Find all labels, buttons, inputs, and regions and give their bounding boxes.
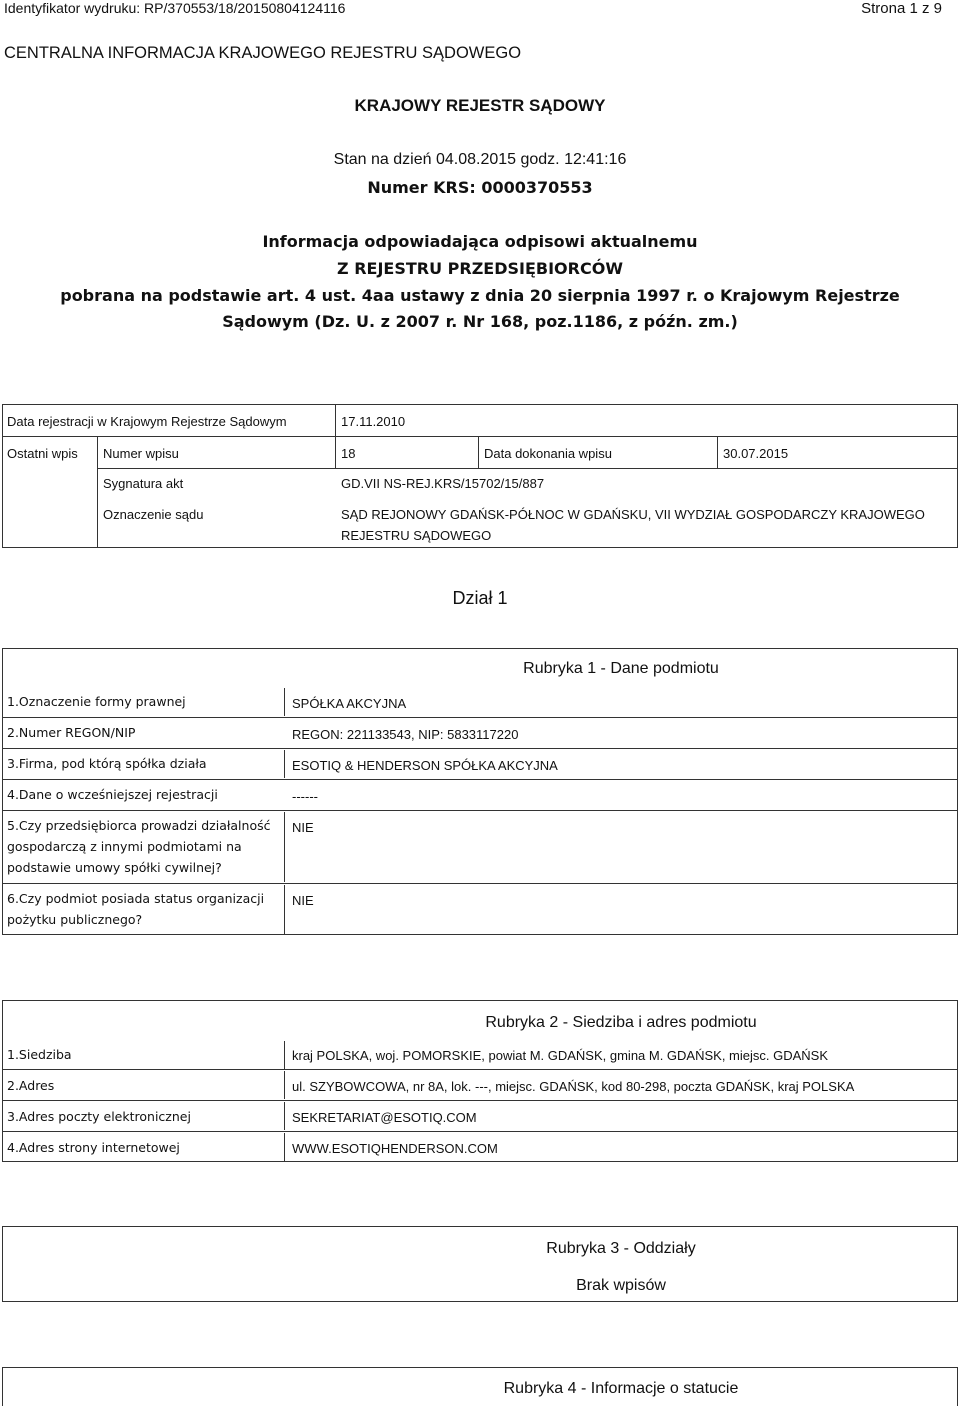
- r2-website-value[interactable]: WWW.ESOTIQHENDERSON.COM: [292, 1141, 498, 1156]
- rubryka-1-title: Rubryka 1 - Dane podmiotu: [523, 660, 719, 677]
- rubryka-2-title: Rubryka 2 - Siedziba i adres podmiotu: [485, 1014, 757, 1031]
- r2-seat-label: 1.Siedziba: [7, 1047, 72, 1062]
- r1-regon-label: 2.Numer REGON/NIP: [7, 725, 136, 740]
- register-title: KRAJOWY REJESTR SĄDOWY: [354, 96, 606, 115]
- page-number: Strona 1 z 9: [861, 0, 942, 17]
- signature-value: GD.VII NS-REJ.KRS/15702/15/887: [341, 476, 545, 491]
- r2-website-label: 4.Adres strony internetowej: [7, 1140, 180, 1155]
- court-label: Oznaczenie sądu: [103, 507, 204, 522]
- r1-civil-partnership-label-1: 5.Czy przedsiębiorca prowadzi działalność: [7, 818, 271, 833]
- r1-form-label: 1.Oznaczenie formy prawnej: [7, 694, 186, 709]
- signature-label: Sygnatura akt: [103, 476, 184, 491]
- entry-number-label: Numer wpisu: [103, 446, 179, 461]
- r1-civil-partnership-label-3: podstawie umowy spółki cywilnej?: [7, 860, 222, 875]
- court-line-2: REJESTRU SĄDOWEGO: [341, 528, 492, 543]
- r1-prior-registration-label: 4.Dane o wcześniejszej rejestracji: [7, 787, 218, 802]
- state-date: Stan na dzień 04.08.2015 godz. 12:41:16: [333, 151, 627, 168]
- r2-address-value: ul. SZYBOWCOWA, nr 8A, lok. ---, miejsc. GDAŃSK, kod 80-298, poczta GDAŃSK, kraj POLSKA: [292, 1079, 855, 1094]
- rubryka-3-value: Brak wpisów: [576, 1277, 666, 1294]
- last-entry-label: Ostatni wpis: [7, 446, 78, 461]
- r2-email-value[interactable]: SEKRETARIAT@ESOTIQ.COM: [292, 1110, 477, 1125]
- print-identifier: Identyfikator wydruku: RP/370553/18/20150804124116: [4, 0, 346, 16]
- r1-public-benefit-label-1: 6.Czy podmiot posiada status organizacji: [7, 891, 265, 906]
- registration-date: 17.11.2010: [341, 414, 406, 429]
- info-line-2: Z REJESTRU PRZEDSIĘBIORCÓW: [337, 259, 623, 278]
- entry-date: 30.07.2015: [723, 446, 789, 461]
- r2-email-label: 3.Adres poczty elektronicznej: [7, 1109, 191, 1124]
- institution-name: CENTRALNA INFORMACJA KRAJOWEGO REJESTRU SĄDOWEGO: [4, 44, 522, 62]
- info-line-1: Informacja odpowiadająca odpisowi aktualnemu: [262, 232, 698, 251]
- rubryka-4-title: Rubryka 4 - Informacje o statucie: [503, 1380, 739, 1397]
- krs-number: Numer KRS: 0000370553: [367, 178, 593, 197]
- r1-firm-value: ESOTIQ & HENDERSON SPÓŁKA AKCYJNA: [292, 758, 558, 773]
- r2-seat-value: kraj POLSKA, woj. POMORSKIE, powiat M. GDAŃSK, gmina M. GDAŃSK, miejsc. GDAŃSK: [292, 1048, 829, 1063]
- registration-date-label: Data rejestracji w Krajowym Rejestrze Sądowym: [7, 414, 287, 429]
- r1-firm-label: 3.Firma, pod którą spółka działa: [7, 756, 207, 771]
- basis-line-1: pobrana na podstawie art. 4 ust. 4aa ustawy z dnia 20 sierpnia 1997 r. o Krajowym Rejestrze: [60, 286, 900, 305]
- r1-civil-partnership-label-2: gospodarczą z innymi podmiotami na: [7, 839, 242, 854]
- r1-civil-partnership-value: NIE: [292, 820, 314, 835]
- r1-public-benefit-label-2: pożytku publicznego?: [7, 912, 143, 927]
- entry-number: 18: [341, 446, 356, 461]
- court-line-1: SĄD REJONOWY GDAŃSK-PÓŁNOC W GDAŃSKU, VII WYDZIAŁ GOSPODARCZY KRAJOWEGO: [341, 507, 925, 522]
- basis-line-2: Sądowym (Dz. U. z 2007 r. Nr 168, poz.1186, z późn. zm.): [222, 312, 738, 331]
- r1-form-value: SPÓŁKA AKCYJNA: [292, 696, 407, 711]
- r1-regon-value: REGON: 221133543, NIP: 5833117220: [292, 727, 519, 742]
- r1-public-benefit-value: NIE: [292, 893, 314, 908]
- r1-prior-registration-value: ------: [292, 789, 318, 804]
- rubryka-3-title: Rubryka 3 - Oddziały: [546, 1240, 696, 1257]
- section-title: Dział 1: [452, 588, 508, 608]
- entry-date-label: Data dokonania wpisu: [484, 446, 612, 461]
- r2-address-label: 2.Adres: [7, 1078, 55, 1093]
